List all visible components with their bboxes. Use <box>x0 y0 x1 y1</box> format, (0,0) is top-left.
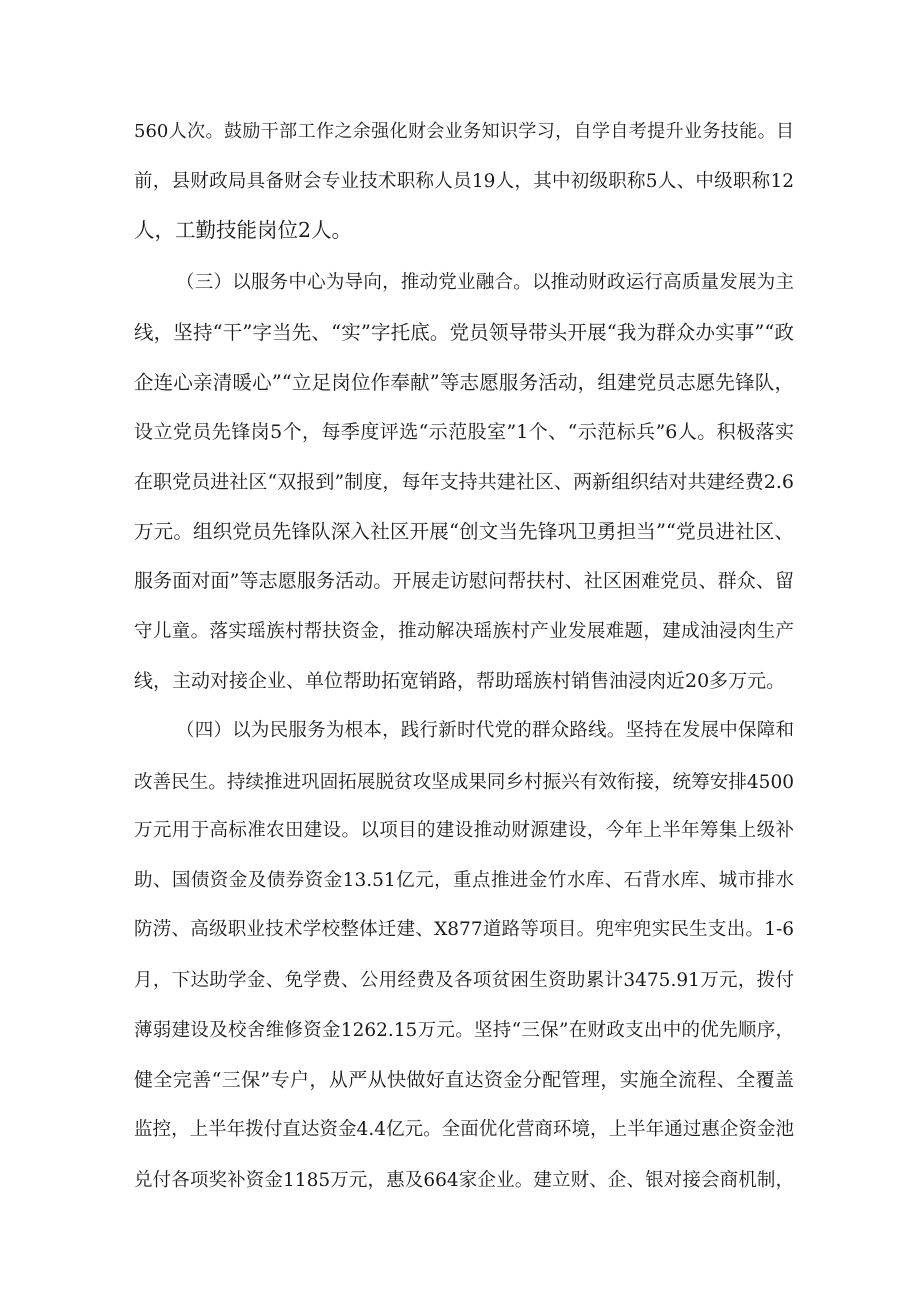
text-line: 改善民生。持续推进巩固拓展脱贫攻坚成果同乡村振兴有效衔接，统筹安排4500 <box>134 772 794 793</box>
text-line: 人，工勤技能岗位2人。 <box>134 218 353 242</box>
text-line: 560人次。鼓励干部工作之余强化财会业务知识学习，自学自考提升业务技能。目 <box>134 121 794 142</box>
text-line: 前，县财政局具备财会专业技术职称人员19人，其中初级职称5人、中级职称12 <box>134 171 794 192</box>
text-line: 线，主动对接企业、单位帮助拓宽销路，帮助瑶族村销售油浸肉近20多万元。 <box>134 670 786 692</box>
text-line: 万元。组织党员先锋队深入社区开展“创文当先锋巩卫勇担当”“党员进社区、 <box>134 520 794 543</box>
text-line: 监控，上半年拨付直达资金4.4亿元。全面优化营商环境，上半年通过惠企资金池 <box>134 1119 794 1140</box>
text-line: 兑付各项奖补资金1185万元，惠及664家企业。建立财、企、银对接会商机制， <box>134 1170 794 1191</box>
paragraph-heading-line: （四）以为民服务为根本，践行新时代党的群众路线。坚持在发展中保障和 <box>176 720 794 741</box>
text-line: 在职党员进社区“双报到”制度，每年支持共建社区、两新组织结对共建经费2.6 <box>134 471 794 493</box>
text-line: 守儿童。落实瑶族村帮扶资金，推动解决瑶族村产业发展难题，建成油浸肉生产 <box>134 621 794 642</box>
text-line: 薄弱建设及校舍维修资金1262.15万元。坚持“三保”在财政支出中的优先顺序， <box>134 1020 794 1041</box>
text-line: 企连心亲清暖心”“立足岗位作奉献”等志愿服务活动，组建党员志愿先锋队， <box>134 371 794 394</box>
text-line: 线，坚持“干”字当先、“实”字托底。党员领导带头开展“我为群众办实事”“政 <box>134 321 794 344</box>
text-line: 防涝、高级职业技术学校整体迁建、X877道路等项目。兜牢兜实民生支出。1-6 <box>134 919 794 940</box>
text-line: 设立党员先锋岗5个，每季度评选“示范股室”1个、“示范标兵”6人。积极落实 <box>134 421 794 443</box>
text-line: 健全完善“三保”专户，从严从快做好直达资金分配管理，实施全流程、全覆盖 <box>134 1069 794 1091</box>
text-line: 月，下达助学金、免学费、公用经费及各项贫困生资助累计3475.91万元，拨付 <box>134 970 794 991</box>
text-line: 服务面对面”等志愿服务活动。开展走访慰问帮扶村、社区困难党员、群众、留 <box>134 570 794 592</box>
paragraph-heading-line: （三）以服务中心为导向，推动党业融合。以推动财政运行高质量发展为主 <box>176 272 794 293</box>
text-line: 助、国债资金及债券资金13.51亿元，重点推进金竹水库、石背水库、城市排水 <box>134 870 794 891</box>
text-line: 万元用于高标准农田建设。以项目的建设推动财源建设，今年上半年筹集上级补 <box>134 820 794 841</box>
